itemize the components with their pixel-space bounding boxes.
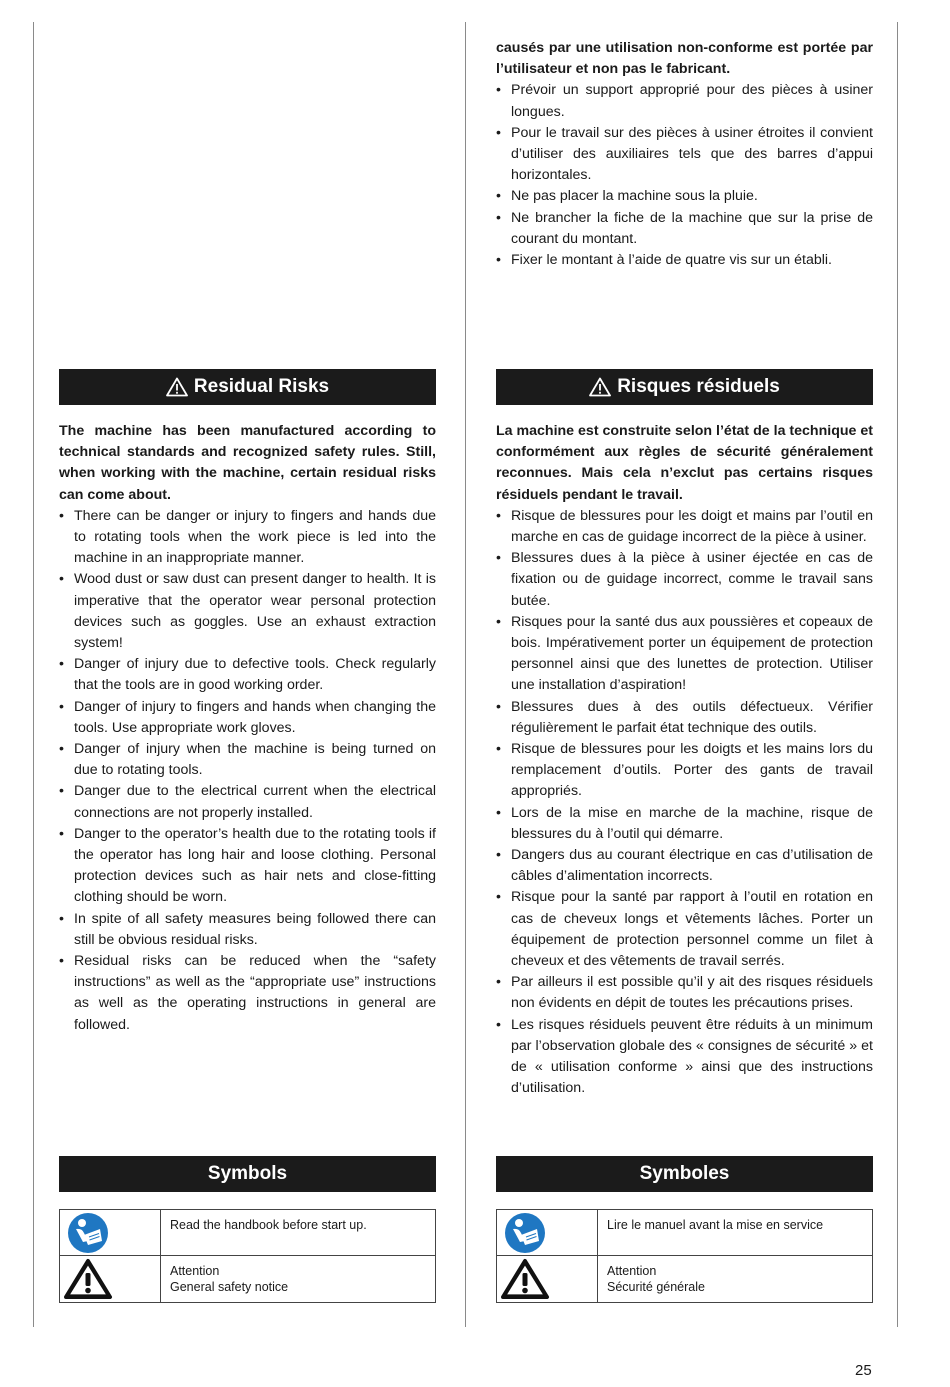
list-item: • Risque de blessures pour les doigt et mains par l’outil en marche en cas de guidage incorrect de la pièce à usiner.	[496, 506, 873, 548]
list-item: • Lors de la mise en marche de la machine, risque de blessures du à l’outil qui démarre.	[496, 803, 873, 845]
list-item: • Prévoir un support approprié pour des pièces à usiner longues.	[496, 80, 873, 122]
list-item: • Pour le travail sur des pièces à usiner étroites il convient d’utiliser des auxiliaires tels que des barres d’appui horizontales.	[496, 123, 873, 187]
symbols-table	[59, 1209, 436, 1303]
symbol-description: Sécurité générale	[607, 1280, 705, 1294]
list-item: • Danger to the operator’s health due to the rotating tools if the operator has long hair and loose clothing. Personal protection devices such as hair nets and close-fitting clothing should be worn.	[59, 824, 436, 909]
list-item: • Les risques résiduels peuvent être réduits à un minimum par l’observation globale des « consignes de sécurité » et de « utilisation conforme » ainsi que des instructions d’utilisation.	[496, 1015, 873, 1100]
list-item: • Danger of injury when the machine is being turned on due to rotating tools.	[59, 739, 436, 781]
table-row	[60, 1210, 436, 1256]
risques-residuels-heading	[496, 369, 873, 405]
list-item: • Danger due to the electrical current when the electrical connections are not properly installed.	[59, 781, 436, 823]
symbol-title: Attention	[607, 1264, 657, 1278]
symbol-description: Read the handbook before start up.	[170, 1218, 367, 1232]
symboles-table	[496, 1209, 873, 1303]
warning-triangle-icon	[589, 377, 611, 397]
list-item: • Ne pas placer la machine sous la pluie.	[496, 186, 873, 207]
warning-triangle-icon	[166, 377, 188, 397]
list-item: • Blessures dues à des outils défectueux. Vérifier régulièrement le parfait état technique des outils.	[496, 697, 873, 739]
heading-label: Symbols	[207, 1163, 288, 1184]
risques-residuels-intro: La machine est construite selon l’état de la technique et conformément aux règles de sécurité généralement reconnues. Mais cela n’exclut pas certains risques résiduels pendant le travail.	[496, 423, 873, 503]
read-manual-icon	[62, 1211, 114, 1255]
list-item: • Residual risks can be reduced when the “safety instructions” as well as the “appropriate use” instructions as well as the operating instructions in general are followed.	[59, 951, 436, 1036]
list-item: • Risque pour la santé par rapport à l’outil en rotation en cas de cheveux longs et vêtements lâches. Porter un équipement de protection personnel comme un filet à cheveux et des vêtements de travail serrés.	[496, 887, 873, 972]
list-item: • Danger of injury due to defective tools. Check regularly that the tools are in good working order.	[59, 654, 436, 696]
right-top-section	[496, 38, 873, 271]
right-top-list	[496, 80, 873, 271]
list-item: • Risque de blessures pour les doigts et les mains lors du remplacement d’outils. Porter des gants de travail appropriés.	[496, 739, 873, 803]
list-item: • In spite of all safety measures being followed there can still be obvious residual risks.	[59, 909, 436, 951]
right-top-intro: causés par une utilisation non-conforme est portée par l’utilisateur et non pas le fabricant.	[496, 40, 873, 78]
table-row	[497, 1256, 873, 1303]
risques-residuels-body	[496, 421, 873, 1100]
list-item: • Fixer le montant à l’aide de quatre vis sur un établi.	[496, 250, 873, 271]
symbol-description: General safety notice	[170, 1280, 289, 1294]
list-item: • Danger of injury to fingers and hands when changing the tools. Use appropriate work gloves.	[59, 697, 436, 739]
left-margin-line	[33, 22, 34, 1327]
list-item: • Risques pour la santé dus aux poussières et copeaux de bois. Impérativement porter un équipement de protection personnel ainsi que des lunettes de protection. Utiliser une installation d’aspiration!	[496, 612, 873, 697]
list-item: • Dangers dus au courant électrique en cas d’utilisation de câbles d’alimentation incorrects.	[496, 845, 873, 887]
attention-triangle-icon	[62, 1257, 114, 1301]
read-manual-icon	[499, 1211, 551, 1255]
symbol-title: Attention	[170, 1264, 220, 1278]
attention-triangle-icon	[499, 1257, 551, 1301]
heading-label: Symboles	[639, 1163, 730, 1184]
residual-risks-intro: The machine has been manufactured according to technical standards and recognized safety rules. Still, when working with the machine, certain residual risks can come about.	[59, 423, 436, 503]
list-item: • Par ailleurs il est possible qu’il y ait des risques résiduels non évidents en dépit de toutes les précautions prises.	[496, 972, 873, 1014]
list-item: • Wood dust or saw dust can present danger to health. It is imperative that the operator wear personal protection devices such as goggles. Use an exhaust extraction system!	[59, 569, 436, 654]
residual-risks-heading	[59, 369, 436, 405]
risques-residuels-list	[496, 506, 873, 1100]
center-divider-line	[465, 22, 466, 1327]
page-number: 25	[855, 1362, 872, 1379]
symbol-description: Lire le manuel avant la mise en service	[607, 1218, 824, 1232]
list-item: • There can be danger or injury to fingers and hands due to rotating tools when the work piece is led into the machine in an inappropriate manner.	[59, 506, 436, 570]
heading-label: Risques résiduels	[617, 376, 780, 397]
symbols-heading	[59, 1156, 436, 1192]
symboles-heading	[496, 1156, 873, 1192]
right-margin-line	[897, 22, 898, 1327]
list-item: • Blessures dues à la pièce à usiner éjectée en cas de fixation ou de guidage incorrect, comme le travail sans butée.	[496, 548, 873, 612]
residual-risks-list	[59, 506, 436, 1036]
table-row	[60, 1256, 436, 1303]
residual-risks-body	[59, 421, 436, 1036]
list-item: • Ne brancher la fiche de la machine que sur la prise de courant du montant.	[496, 208, 873, 250]
heading-label: Residual Risks	[193, 376, 330, 397]
table-row	[497, 1210, 873, 1256]
